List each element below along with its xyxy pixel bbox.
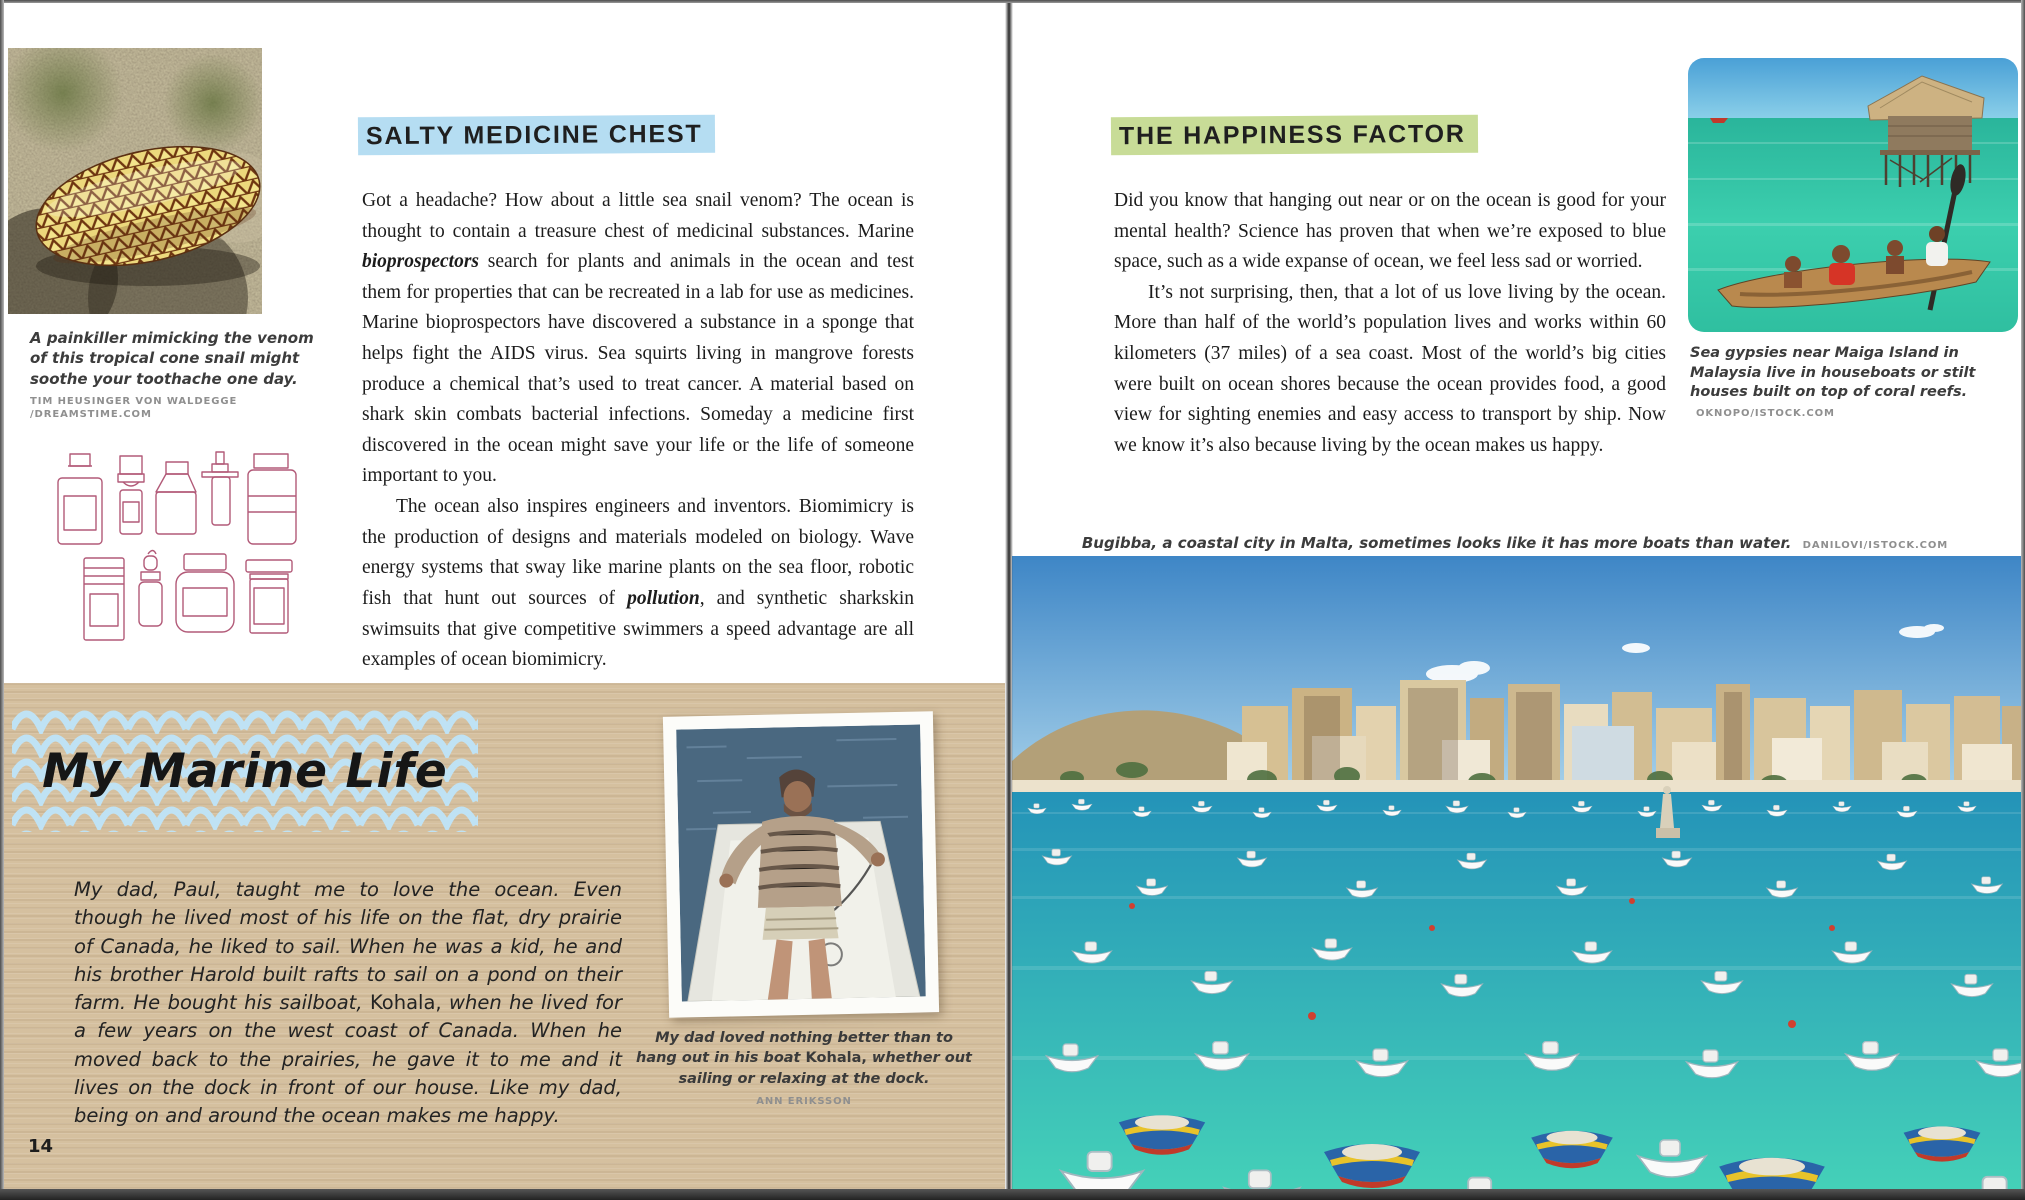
glossary-term-bioprospectors: bioprospectors: [362, 251, 479, 273]
gypsies-photo-credit: OKNOPO/ISTOCK.COM: [1696, 407, 1835, 419]
dad-photo-credit: ANN ERIKSSON: [756, 1095, 852, 1107]
dad-photo-caption: [636, 1028, 972, 1109]
spread-left-edge: [0, 0, 4, 1200]
salty-p1-pre: Got a headache? How about a little sea snail venom? The ocean is thought to contain a treasure chest of medicinal substances. Marine: [362, 190, 914, 242]
cone-photo-caption: [30, 328, 332, 422]
marine-body-post: when he lived for a few years on the west coast of Canada. When he moved back to the prairies, he gave it to me and it lives on the dock in front of our house. Like my dad, being on and around the ocean makes me happy.: [74, 991, 622, 1128]
medicine-bottles-illustration: [44, 440, 302, 648]
sea-gypsies-illustration: [1688, 58, 2018, 332]
salty-paragraph-2: [362, 492, 914, 676]
spread-top-edge: [0, 0, 2025, 3]
spread-bottom-edge: [0, 1189, 2025, 1200]
dad-boat-illustration: [676, 724, 926, 1001]
dad-caption-pre: My dad loved nothing better than to hang out in his boat: [636, 1030, 953, 1067]
salty-p2-post: , and synthetic sharkskin swimsuits that give competitive swimmers a speed advantage are all examples of ocean biomimicry.: [362, 587, 914, 671]
happiness-body-text: [1114, 186, 1666, 461]
dad-boat-photo: [663, 711, 939, 1018]
spread-right-edge: [2021, 0, 2025, 1200]
salty-body-text: [362, 186, 914, 676]
marine-body-pre: My dad, Paul, taught me to love the ocean. Even though he lived most of his life on the flat, dry prairie of Canada, he liked to sail. When he was a kid, he and his brother Harold built rafts to sail on a pond on their farm. He bought his sailboat,: [74, 878, 622, 1015]
marine-life-body-text: [74, 876, 622, 1130]
malta-harbour-photo: [1012, 556, 2025, 1200]
glossary-term-pollution: pollution: [627, 587, 700, 609]
malta-photo-credit: DANILOVI/ISTOCK.COM: [1802, 540, 1949, 551]
cone-caption-text: A painkiller mimicking the venom of this tropical cone snail might soothe your toothache one day.: [30, 329, 314, 388]
sea-gypsies-caption: [1690, 344, 2020, 422]
gypsies-caption-text: Sea gypsies near Maiga Island in Malaysia live in houseboats or stilt houses built on top of coral reefs.: [1690, 345, 1976, 401]
medicine-bottles-icon: [44, 440, 302, 648]
cone-snail-illustration: [8, 48, 262, 314]
malta-harbour-illustration: [1012, 556, 2025, 1200]
page-number: 14: [28, 1136, 54, 1157]
cone-photo-credit: TIM HEUSINGER VON WALDEGGE /DREAMSTIME.COM: [30, 395, 238, 421]
salty-p2-pre: The ocean also inspires engineers and inventors. Biomimicry is the production of designs and materials modeled on biology. Wave energy systems that sway like marine plants on the sea floor, robotic fish that hunt out sources of: [362, 496, 914, 609]
boat-name-kohala: Kohala,: [369, 991, 442, 1015]
dad-caption-post: whether out sailing or relaxing at the dock.: [678, 1050, 972, 1087]
salty-paragraph-1: [362, 186, 914, 492]
dad-caption-boat-name: Kohala,: [805, 1050, 867, 1067]
happiness-paragraph-1: Did you know that hanging out near or on the ocean is good for your mental health? Science has proven that when we’re exposed to blue space, such as a wide expanse of ocean, we feel less sad or worried.: [1114, 190, 1666, 273]
sea-gypsies-photo: [1688, 58, 2018, 332]
happiness-factor-heading: THE HAPPINESS FACTOR: [1111, 115, 1478, 156]
malta-photo-caption: [1030, 533, 2000, 553]
happiness-paragraph-2: It’s not surprising, then, that a lot of us love living by the ocean. More than half of the world’s population lives and works within 60 kilometers (37 miles) of a sea coast. Most of the world’s big cities were built on ocean shores because the ocean provides food, a good view for sighting enemies and easy access to transport by ship. Now we know it’s also because living by the ocean makes us happy.: [1114, 281, 1666, 456]
my-marine-life-title: My Marine Life: [42, 744, 448, 799]
salty-medicine-chest-heading: SALTY MEDICINE CHEST: [358, 115, 715, 155]
salty-p1-post: search for plants and animals in the ocean and test them for properties that can be recreated in a lab for use as medicines. Marine bioprospectors have discovered a substance in a sponge that helps fight the AIDS virus. Sea squirts living in mangrove forests produce a chemical that’s used to treat cancer. A material based on shark skin combats bacterial infections. Someday a medicine first discovered in the ocean might save your life or the life of someone important to you.: [362, 251, 914, 487]
page-seam: [1005, 0, 1013, 1200]
cone-snail-photo: [8, 48, 262, 314]
malta-caption-text: Bugibba, a coastal city in Malta, sometimes looks like it has more boats than water.: [1081, 534, 1792, 552]
